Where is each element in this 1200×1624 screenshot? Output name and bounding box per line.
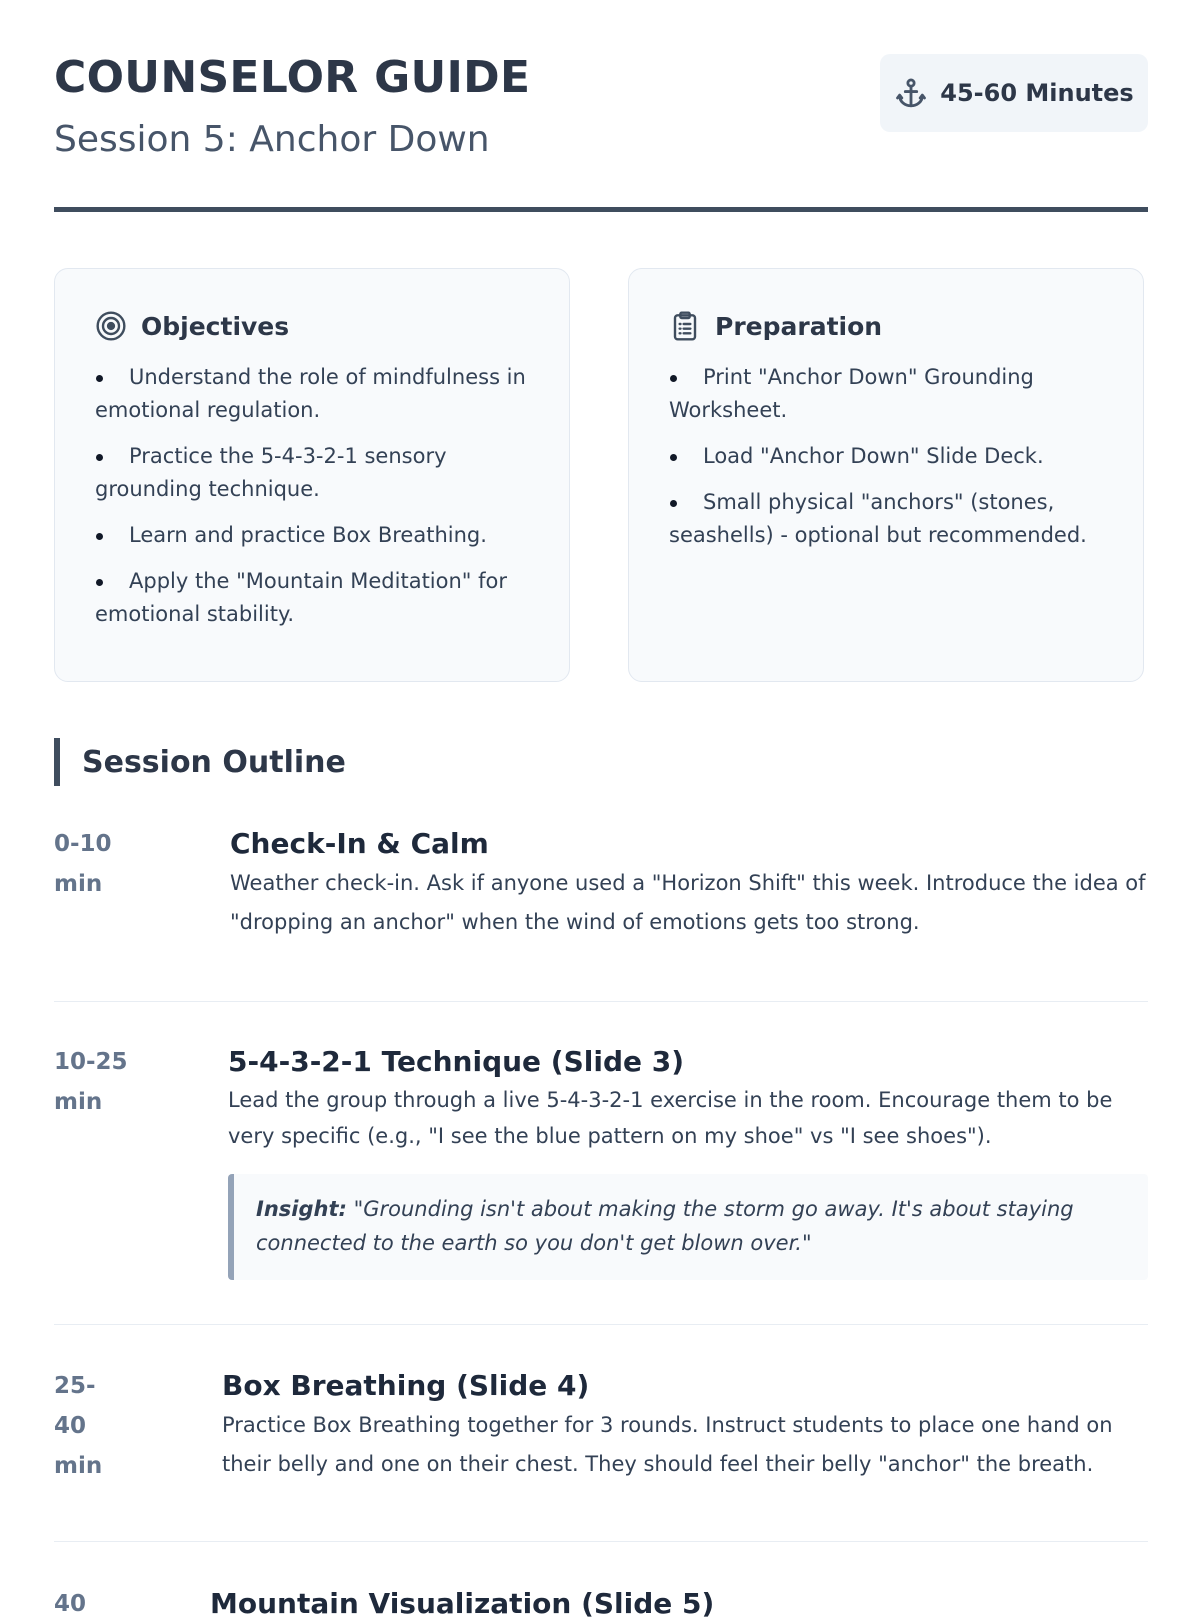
step-divider (54, 1324, 1148, 1325)
step-time: 0-10 min (54, 831, 112, 897)
preparation-heading: Preparation (715, 311, 883, 341)
guide-header (54, 48, 1148, 168)
preparation-item: Print "Anchor Down" Grounding Worksheet. (669, 361, 1103, 427)
objective-item: Practice the 5-4-3-2-1 sensory grounding technique. (95, 440, 529, 506)
duration-badge (880, 54, 1148, 132)
step-description: Weather check-in. Ask if anyone used a "Horizon Shift" this week. Introduce the idea of "dropping an anchor" when the wind of emotions gets too strong. (230, 871, 1146, 934)
objective-item: Learn and practice Box Breathing. (95, 519, 529, 552)
step-divider (54, 1001, 1148, 1002)
objective-item: Understand the role of mindfulness in emotional regulation. (95, 361, 529, 427)
insight-callout (228, 1174, 1148, 1280)
session-outline-title: Session Outline (82, 744, 346, 780)
step-title: Mountain Visualization (Slide 5) (210, 1587, 715, 1620)
step-time: 25-40 min (54, 1373, 103, 1479)
target-icon (95, 310, 127, 342)
clipboard-list-icon (669, 310, 701, 342)
step-description: Practice Box Breathing together for 3 rounds. Instruct students to place one hand on their belly and one on their chest. They should feel their belly "anchor" the breath. (222, 1413, 1113, 1476)
objectives-heading: Objectives (141, 311, 290, 341)
preparation-item: Small physical "anchors" (stones, seashells) - optional but recommended. (669, 486, 1103, 552)
objectives-card (54, 268, 570, 682)
step-title: 5-4-3-2-1 Technique (Slide 3) (228, 1045, 685, 1078)
preparation-card (628, 268, 1144, 682)
page-title: COUNSELOR GUIDE (54, 52, 531, 103)
header-divider (54, 207, 1148, 212)
step-divider (54, 1541, 1148, 1542)
session-subtitle: Session 5: Anchor Down (54, 119, 490, 160)
step-time: 10-25 min (54, 1049, 128, 1115)
insight-label: Insight: (256, 1197, 347, 1221)
session-outline-heading (54, 738, 346, 786)
step-title: Check-In & Calm (230, 827, 489, 860)
objective-item: Apply the "Mountain Meditation" for emotional stability. (95, 565, 529, 631)
preparation-list (669, 361, 1103, 552)
section-accent-bar (54, 738, 60, 786)
anchor-icon (894, 76, 928, 110)
insight-quote: "Grounding isn't about making the storm go away. It's about staying connected to the earth so you don't get blown over." (256, 1197, 1074, 1255)
step-time: 40 (54, 1591, 87, 1617)
preparation-item: Load "Anchor Down" Slide Deck. (669, 440, 1103, 473)
step-description: Lead the group through a live 5-4-3-2-1 exercise in the room. Encourage them to be very specific (e.g., "I see the blue pattern on my shoe" vs "I see shoes"). (228, 1088, 1113, 1148)
step-title: Box Breathing (Slide 4) (222, 1369, 590, 1402)
duration-label: 45-60 Minutes (940, 79, 1134, 107)
objectives-list (95, 361, 529, 631)
